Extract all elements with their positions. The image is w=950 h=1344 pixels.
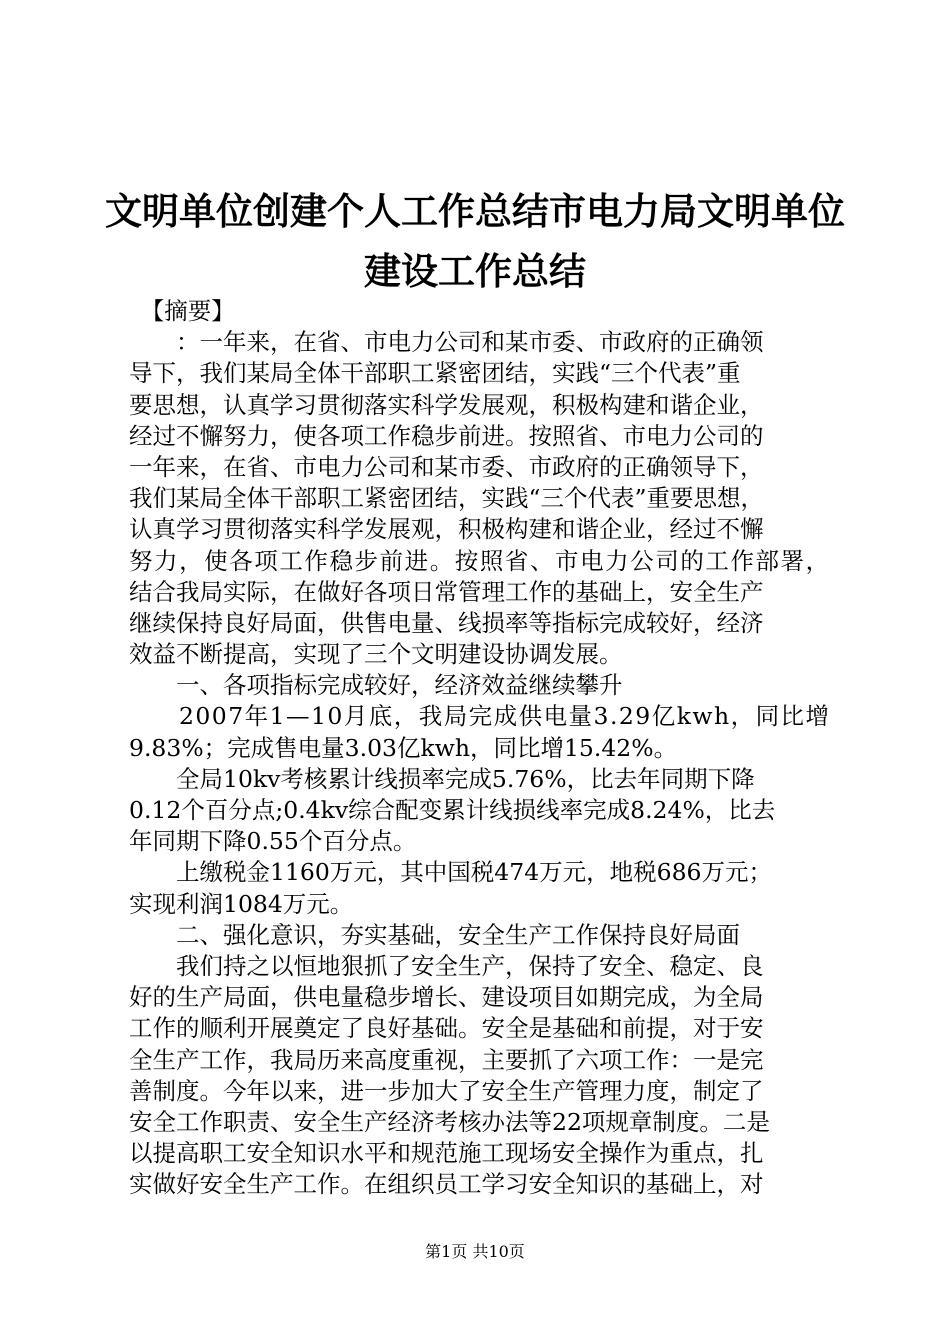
body-text-line: 经过不懈努力，使各项工作稳步前进。按照省、市电力公司的	[129, 421, 764, 450]
body-text-line: 实做好安全生产工作。在组织员工学习安全知识的基础上，对	[129, 1170, 764, 1199]
body-text-line: 实现利润1084万元。	[129, 889, 354, 918]
body-text-line: 0.12个百分点;0.4kv综合配变累计线损线率完成8.24%，比去	[129, 796, 776, 824]
body-text-line: 效益不断提高，实现了三个文明建设协调发展。	[129, 640, 623, 669]
body-text-line: 全生产工作，我局历来高度重视，主要抓了六项工作：一是完	[129, 1045, 764, 1074]
body-text-line: 【摘要】	[129, 297, 235, 325]
body-text-line: 导下，我们某局全体干部职工紧密团结，实践“三个代表”重	[129, 359, 741, 388]
body-text-line: 我们某局全体干部职工紧密团结，实践“三个代表”重要思想，	[129, 484, 765, 513]
document-title	[100, 182, 850, 302]
title-line-1: 文明单位创建个人工作总结市电力局文明单位	[105, 190, 845, 233]
body-text-line: 善制度。今年以来，进一步加大了安全生产管理力度，制定了	[129, 1076, 764, 1105]
body-text-line: 一年来，在省、市电力公司和某市委、市政府的正确领导下，	[129, 452, 764, 481]
body-text-line: 9.83%；完成售电量3.03亿kwh，同比增15.42%。	[129, 733, 678, 762]
document-body	[129, 296, 829, 1200]
body-text-line: 好的生产局面，供电量稳步增长、建设项目如期完成，为全局	[129, 983, 764, 1012]
body-text-line: 安全工作职责、安全生产经济考核办法等22项规章制度。二是	[129, 1107, 770, 1136]
body-text-line: 以提高职工安全知识水平和规范施工现场安全操作为重点，扎	[129, 1139, 764, 1168]
body-text-line: 一、各项指标完成较好，经济效益继续攀升	[129, 671, 623, 700]
body-text-line: 全局10kv考核累计线损率完成5.76%，比去年同期下降	[129, 764, 755, 793]
body-text-line: 结合我局实际，在做好各项日常管理工作的基础上，安全生产	[129, 577, 764, 606]
body-text-line: 年同期下降0.55个百分点。	[129, 827, 417, 856]
page-footer: 第1页 共10页	[425, 1242, 525, 1261]
body-text-line: 二、强化意识，夯实基础，安全生产工作保持良好局面	[129, 920, 740, 949]
body-text-line: 我们持之以恒地狠抓了安全生产，保持了安全、稳定、良	[129, 951, 764, 980]
body-text-line: 认真学习贯彻落实科学发展观，积极构建和谐企业，经过不懈	[129, 515, 764, 544]
body-text-line: 努力，使各项工作稳步前进。按照省、市电力公司的工作部署，	[129, 546, 831, 575]
body-text-line: 2007年1—10月底，我局完成供电量3.29亿kwh，同比增	[129, 702, 831, 731]
body-text-line: 上缴税金1160万元，其中国税474万元，地税686万元；	[129, 858, 773, 887]
body-text-line: 要思想，认真学习贯彻落实科学发展观，积极构建和谐企业，	[129, 390, 764, 419]
body-text-line: 继续保持良好局面，供售电量、线损率等指标完成较好，经济	[129, 608, 764, 637]
body-text-line: ：一年来，在省、市电力公司和某市委、市政府的正确领	[129, 328, 764, 357]
body-text-line: 工作的顺利开展奠定了良好基础。安全是基础和前提，对于安	[129, 1014, 764, 1043]
title-line-2: 建设工作总结	[364, 250, 586, 293]
